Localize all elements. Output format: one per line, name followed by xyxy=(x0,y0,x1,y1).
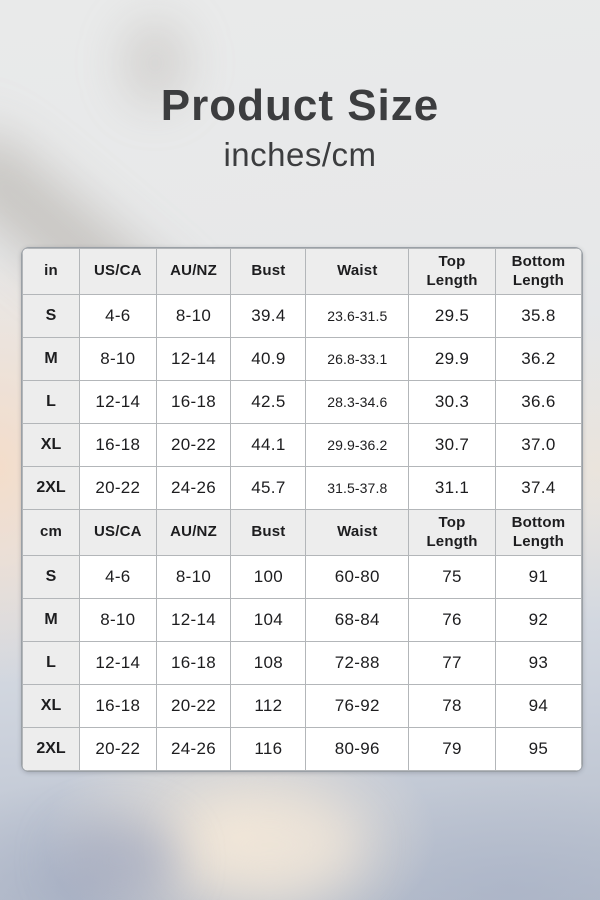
aunz-value: 8-10 xyxy=(156,295,231,338)
size-table xyxy=(21,247,583,772)
usca-value: 8-10 xyxy=(80,338,157,381)
waist-value: 29.9-36.2 xyxy=(306,424,409,467)
table-row-cm-l xyxy=(23,642,582,685)
table-row-cm-m xyxy=(23,599,582,642)
table-row-cm-2xl xyxy=(23,728,582,771)
top-length-value: 77 xyxy=(409,642,496,685)
usca-value: 20-22 xyxy=(80,467,157,510)
usca-value: 16-18 xyxy=(80,685,157,728)
bottom-length-value: 92 xyxy=(495,599,581,642)
top-length-value: 30.3 xyxy=(409,381,496,424)
waist-value: 23.6-31.5 xyxy=(306,295,409,338)
col-header-bust: Bust xyxy=(231,510,306,556)
size-label: XL xyxy=(23,424,80,467)
bottom-length-value: 93 xyxy=(495,642,581,685)
bust-value: 100 xyxy=(231,556,306,599)
usca-value: 4-6 xyxy=(80,295,157,338)
table-row-in-2xl xyxy=(23,467,582,510)
col-header-bust: Bust xyxy=(231,249,306,295)
top-length-value: 30.7 xyxy=(409,424,496,467)
size-label: S xyxy=(23,295,80,338)
table-row-in-l xyxy=(23,381,582,424)
bottom-length-value: 91 xyxy=(495,556,581,599)
waist-value: 31.5-37.8 xyxy=(306,467,409,510)
bust-value: 45.7 xyxy=(231,467,306,510)
waist-value: 68-84 xyxy=(306,599,409,642)
waist-value: 60-80 xyxy=(306,556,409,599)
top-length-value: 78 xyxy=(409,685,496,728)
bottom-length-value: 36.6 xyxy=(495,381,581,424)
waist-value: 72-88 xyxy=(306,642,409,685)
waist-value: 80-96 xyxy=(306,728,409,771)
col-header-top-length: Top Length xyxy=(409,249,496,295)
usca-value: 20-22 xyxy=(80,728,157,771)
size-label: M xyxy=(23,338,80,381)
size-label: L xyxy=(23,381,80,424)
aunz-value: 12-14 xyxy=(156,599,231,642)
cm-header-row xyxy=(23,510,582,556)
col-header-top-length: Top Length xyxy=(409,510,496,556)
col-header-usca: US/CA xyxy=(80,249,157,295)
top-length-value: 75 xyxy=(409,556,496,599)
bottom-length-value: 36.2 xyxy=(495,338,581,381)
aunz-value: 20-22 xyxy=(156,424,231,467)
col-header-unit-cm: cm xyxy=(23,510,80,556)
bust-value: 112 xyxy=(231,685,306,728)
bust-value: 39.4 xyxy=(231,295,306,338)
size-label: L xyxy=(23,642,80,685)
size-label: 2XL xyxy=(23,467,80,510)
usca-value: 16-18 xyxy=(80,424,157,467)
aunz-value: 24-26 xyxy=(156,728,231,771)
col-header-unit-in: in xyxy=(23,249,80,295)
cloud-shadow xyxy=(60,820,180,900)
size-label: XL xyxy=(23,685,80,728)
bust-value: 108 xyxy=(231,642,306,685)
aunz-value: 8-10 xyxy=(156,556,231,599)
col-header-aunz: AU/NZ xyxy=(156,249,231,295)
bottom-length-value: 35.8 xyxy=(495,295,581,338)
top-length-value: 76 xyxy=(409,599,496,642)
col-header-waist: Waist xyxy=(306,510,409,556)
bottom-length-value: 94 xyxy=(495,685,581,728)
size-label: S xyxy=(23,556,80,599)
col-header-usca: US/CA xyxy=(80,510,157,556)
bust-value: 116 xyxy=(231,728,306,771)
top-length-value: 79 xyxy=(409,728,496,771)
size-label: 2XL xyxy=(23,728,80,771)
usca-value: 8-10 xyxy=(80,599,157,642)
page-title: Product Size xyxy=(160,81,440,130)
bottom-length-value: 37.0 xyxy=(495,424,581,467)
waist-value: 28.3-34.6 xyxy=(306,381,409,424)
table-row-in-m xyxy=(23,338,582,381)
cloud-highlight xyxy=(180,800,360,890)
aunz-value: 20-22 xyxy=(156,685,231,728)
aunz-value: 12-14 xyxy=(156,338,231,381)
page-subtitle: inches/cm xyxy=(223,136,377,174)
table-row-in-xl xyxy=(23,424,582,467)
size-label: M xyxy=(23,599,80,642)
waist-value: 26.8-33.1 xyxy=(306,338,409,381)
col-header-aunz: AU/NZ xyxy=(156,510,231,556)
top-length-value: 29.5 xyxy=(409,295,496,338)
table-row-in-s xyxy=(23,295,582,338)
bottom-length-value: 95 xyxy=(495,728,581,771)
aunz-value: 16-18 xyxy=(156,381,231,424)
col-header-bottom-length: Bottom Length xyxy=(495,510,581,556)
aunz-value: 24-26 xyxy=(156,467,231,510)
bust-value: 104 xyxy=(231,599,306,642)
table-row-cm-s xyxy=(23,556,582,599)
top-length-value: 31.1 xyxy=(409,467,496,510)
waist-value: 76-92 xyxy=(306,685,409,728)
top-length-value: 29.9 xyxy=(409,338,496,381)
table-row-cm-xl xyxy=(23,685,582,728)
bust-value: 44.1 xyxy=(231,424,306,467)
usca-value: 12-14 xyxy=(80,642,157,685)
bust-value: 40.9 xyxy=(231,338,306,381)
title-block xyxy=(0,82,600,174)
col-header-bottom-length: Bottom Length xyxy=(495,249,581,295)
aunz-value: 16-18 xyxy=(156,642,231,685)
bust-value: 42.5 xyxy=(231,381,306,424)
usca-value: 4-6 xyxy=(80,556,157,599)
usca-value: 12-14 xyxy=(80,381,157,424)
col-header-waist: Waist xyxy=(306,249,409,295)
bottom-length-value: 37.4 xyxy=(495,467,581,510)
inches-header-row xyxy=(23,249,582,295)
